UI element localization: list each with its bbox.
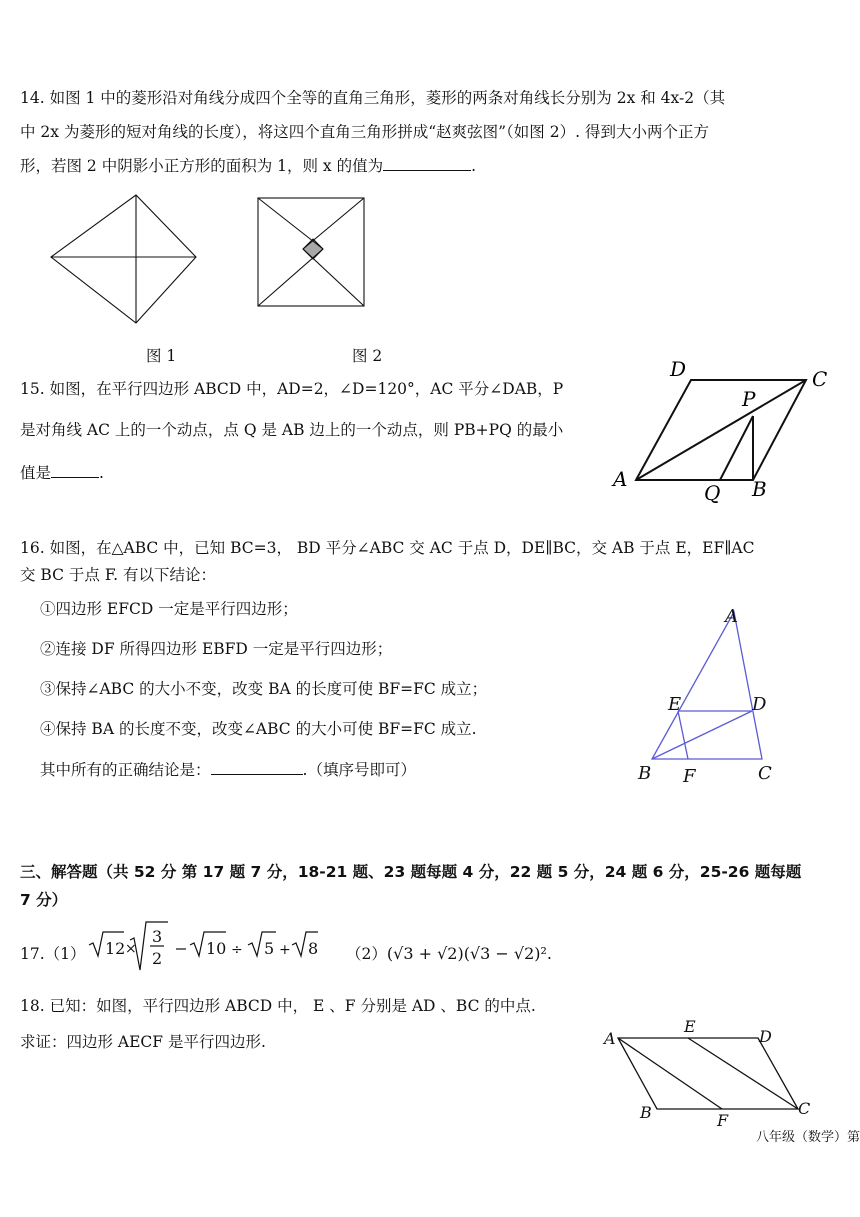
svg-text:+: + bbox=[279, 942, 291, 958]
q16-answer-prefix: 其中所有的正确结论是： bbox=[40, 761, 211, 779]
q16-triangle-figure bbox=[632, 604, 782, 788]
q18-label-c: C bbox=[798, 1099, 811, 1118]
q17-label: 17.（1） bbox=[20, 945, 86, 963]
q18-line-2: 求证：四边形 AECF 是平行四边形. bbox=[20, 1033, 266, 1051]
q15-line-3 bbox=[20, 461, 104, 483]
svg-text:÷: ÷ bbox=[231, 942, 243, 958]
svg-text:×: × bbox=[125, 941, 137, 957]
q16-item-3: ③保持∠ABC 的大小不变，改变 BA 的长度可使 BF=FC 成立； bbox=[40, 680, 488, 698]
q15-label-b: B bbox=[752, 477, 767, 501]
q14-line-3 bbox=[20, 154, 476, 176]
q14-line-2: 中 2x 为菱形的短对角线的长度），将这四个直角三角形拼成“赵爽弦图”（如图 2）. 得到大小两个正方 bbox=[20, 123, 709, 141]
q17-radicand-5: 5 bbox=[264, 939, 275, 958]
q16-label-c: C bbox=[758, 763, 772, 784]
q15-label-p: P bbox=[742, 387, 756, 411]
q14-figure-2-zhaoshuang bbox=[256, 196, 368, 310]
q15-answer-blank bbox=[51, 463, 99, 478]
q16-item-1: ①四边形 EFCD 一定是平行四边形； bbox=[40, 600, 298, 618]
q18-label-f: F bbox=[717, 1111, 729, 1130]
q17-fraction-numerator: 3 bbox=[152, 927, 163, 946]
q16-answer-line bbox=[40, 758, 416, 780]
q17-fraction-denominator: 2 bbox=[152, 949, 163, 968]
q16-label-b: B bbox=[638, 763, 652, 784]
q16-answer-suffix: .（填序号即可） bbox=[302, 761, 416, 779]
q17-expression-1 bbox=[86, 918, 318, 982]
q16-label-a: A bbox=[725, 606, 738, 627]
q16-item-4: ④保持 BA 的长度不变，改变∠ABC 的大小可使 BF=FC 成立. bbox=[40, 720, 477, 738]
q17-expression-2: (√3 + √2)(√3 − √2)². bbox=[386, 944, 552, 963]
q14-line-1: 14. 如图 1 中的菱形沿对角线分成四个全等的直角三角形，菱形的两条对角线长分别为 2x 和 4x-2（其 bbox=[20, 89, 726, 107]
q15-line-1: 15. 如图，在平行四边形 ABCD 中，AD=2，∠D=120°，AC 平分∠DAB，P bbox=[20, 380, 564, 398]
q18-line-1: 18. 已知：如图，平行四边形 ABCD 中， E 、F 分别是 AD 、BC 的中点. bbox=[20, 997, 536, 1015]
q15-line-3-end: . bbox=[99, 464, 104, 482]
q18-label-d: D bbox=[759, 1027, 772, 1046]
q16-label-d: D bbox=[752, 694, 767, 715]
q17-radicand-10: 10 bbox=[206, 939, 227, 958]
q14-answer-blank bbox=[383, 156, 471, 171]
q14-figure-1-caption: 图 1 bbox=[146, 347, 177, 365]
q17-radicand-12: 12 bbox=[105, 939, 126, 958]
q15-label-c: C bbox=[812, 367, 828, 391]
q14-line-3-text: 形，若图 2 中阴影小正方形的面积为 1，则 x 的值为 bbox=[20, 157, 384, 175]
q16-line-2: 交 BC 于点 F. 有以下结论： bbox=[20, 566, 217, 584]
q18-label-e: E bbox=[684, 1017, 696, 1036]
q15-line-2: 是对角线 AC 上的一个动点，点 Q 是 AB 边上的一个动点，则 PB+PQ 的最小 bbox=[20, 421, 564, 439]
q18-label-a: A bbox=[604, 1029, 616, 1048]
q15-line-3-text: 值是 bbox=[20, 464, 52, 482]
q14-figure-2-caption: 图 2 bbox=[352, 347, 383, 365]
page-footer: 八年级（数学）第 bbox=[755, 1130, 860, 1145]
q18-parallelogram-figure bbox=[600, 1012, 820, 1130]
q16-line-1: 16. 如图，在△ABC 中，已知 BC=3， BD 平分∠ABC 交 AC 于点 D，DE∥BC，交 AB 于点 E，EF∥AC bbox=[20, 539, 755, 557]
q14-line-3-end: . bbox=[471, 157, 477, 175]
q14-figure-1-rhombus bbox=[48, 192, 198, 328]
q17-part-2-label: （2） bbox=[346, 945, 387, 963]
q16-answer-blank bbox=[211, 760, 303, 775]
q17-part-2 bbox=[346, 942, 552, 964]
q16-label-f: F bbox=[683, 766, 696, 787]
q17-radicand-8: 8 bbox=[308, 939, 319, 958]
q15-label-q: Q bbox=[704, 481, 721, 505]
q15-parallelogram-figure bbox=[608, 358, 838, 508]
section-3-title-line-1: 三、解答题（共 52 分 第 17 题 7 分，18-21 题、23 题每题 4 分，22 题 5 分，24 题 6 分，25-26 题每题 bbox=[20, 863, 802, 881]
q15-label-a: A bbox=[613, 467, 628, 491]
q16-item-2: ②连接 DF 所得四边形 EBFD 一定是平行四边形； bbox=[40, 640, 393, 658]
q18-label-b: B bbox=[640, 1103, 652, 1122]
q15-label-d: D bbox=[670, 357, 687, 381]
section-3-title-line-2: 7 分） bbox=[20, 891, 68, 909]
q16-label-e: E bbox=[668, 694, 682, 715]
